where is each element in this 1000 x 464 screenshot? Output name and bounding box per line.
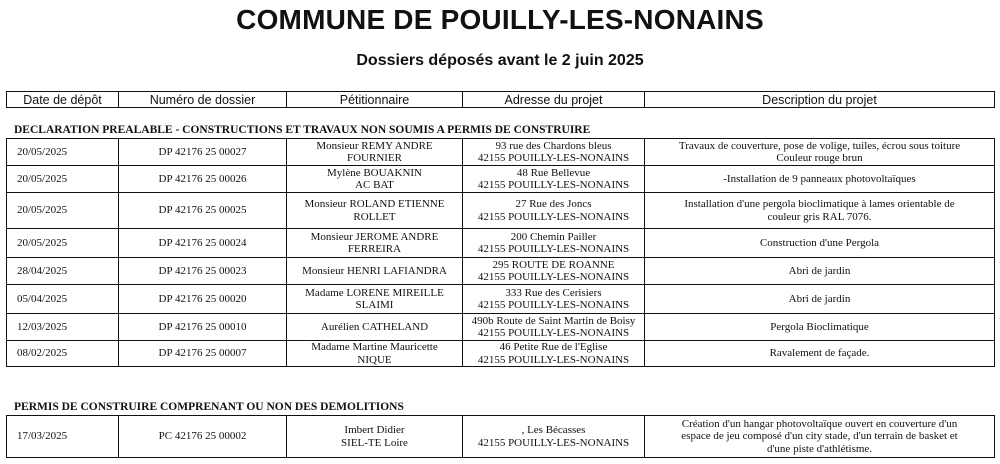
cell-adresse-line: 93 rue des Chardons bleus xyxy=(495,139,612,152)
cell-adresse-line: , Les Bécasses xyxy=(521,424,586,436)
cell-numero: PC 42176 25 00002 xyxy=(119,416,287,458)
page-title: COMMUNE DE POUILLY-LES-NONAINS xyxy=(236,4,764,35)
header-description: Description du projet xyxy=(645,92,995,108)
cell-numero: DP 42176 25 00023 xyxy=(119,258,287,285)
cell-date: 28/04/2025 xyxy=(7,258,119,285)
column-header-table xyxy=(6,91,995,108)
cell-description-line: Abri de jardin xyxy=(788,264,851,277)
cell-adresse-line: 42155 POUILLY-LES-NONAINS xyxy=(477,327,630,339)
cell-description-line: Ravalement de façade. xyxy=(769,347,870,360)
cell-description xyxy=(645,258,995,285)
cell-petitionnaire-line: Imbert Didier xyxy=(344,424,405,436)
cell-adresse-line: 42155 POUILLY-LES-NONAINS xyxy=(477,152,630,164)
cell-description-line: d'une piste d'athlétisme. xyxy=(766,442,873,455)
cell-petitionnaire-line: Monsieur ROLAND ETIENNE xyxy=(304,198,445,210)
header-date: Date de dépôt xyxy=(7,92,119,108)
pc-table xyxy=(6,415,995,458)
table-row xyxy=(7,166,995,193)
cell-description-line: Travaux de couverture, pose de volige, tuiles, écrou sous toiture xyxy=(678,139,961,152)
cell-numero: DP 42176 25 00025 xyxy=(119,193,287,229)
cell-description-line: Pergola Bioclimatique xyxy=(770,320,869,333)
cell-adresse xyxy=(463,258,645,285)
cell-adresse-line: 46 Petite Rue de l'Eglise xyxy=(499,341,608,353)
cell-date: 20/05/2025 xyxy=(7,166,119,193)
table-row xyxy=(7,314,995,341)
cell-petitionnaire-line: AC BAT xyxy=(355,179,394,191)
cell-numero: DP 42176 25 00020 xyxy=(119,285,287,314)
cell-adresse-line: 42155 POUILLY-LES-NONAINS xyxy=(477,210,630,223)
cell-adresse-line: 200 Chemin Pailler xyxy=(510,230,597,243)
cell-description xyxy=(645,416,995,458)
page-subtitle: Dossiers déposés avant le 2 juin 2025 xyxy=(356,52,644,69)
cell-numero: DP 42176 25 00027 xyxy=(119,139,287,166)
cell-date: 05/04/2025 xyxy=(7,285,119,314)
cell-adresse-line: 42155 POUILLY-LES-NONAINS xyxy=(477,299,630,311)
cell-adresse xyxy=(463,193,645,229)
cell-description-line: Couleur rouge brun xyxy=(776,152,863,164)
cell-adresse xyxy=(463,416,645,458)
table-row xyxy=(7,285,995,314)
cell-petitionnaire-line: FERREIRA xyxy=(347,243,402,255)
cell-adresse-line: 27 Rue des Joncs xyxy=(515,198,592,210)
cell-adresse-line: 42155 POUILLY-LES-NONAINS xyxy=(477,271,630,283)
cell-description xyxy=(645,166,995,193)
table-row xyxy=(7,341,995,367)
cell-numero: DP 42176 25 00010 xyxy=(119,314,287,341)
cell-description-line: -Installation de 9 panneaux photovoltaïques xyxy=(723,172,916,185)
cell-petitionnaire-line: Mylène BOUAKNIN xyxy=(326,166,422,179)
cell-petitionnaire-line: FOURNIER xyxy=(346,152,402,164)
cell-petitionnaire-line: NIQUE xyxy=(357,353,392,366)
table-row xyxy=(7,416,995,458)
cell-adresse xyxy=(463,139,645,166)
cell-numero: DP 42176 25 00026 xyxy=(119,166,287,193)
header-petitionnaire: Pétitionnaire xyxy=(287,92,463,108)
cell-petitionnaire xyxy=(287,193,463,229)
cell-petitionnaire xyxy=(287,139,463,166)
cell-description-line: Abri de jardin xyxy=(788,292,851,305)
table-row xyxy=(7,258,995,285)
cell-adresse-line: 295 ROUTE DE ROANNE xyxy=(492,258,615,271)
cell-date: 12/03/2025 xyxy=(7,314,119,341)
section-heading-pc: PERMIS DE CONSTRUIRE COMPRENANT OU NON DES DEMOLITIONS xyxy=(14,401,404,413)
cell-petitionnaire-line: SIEL-TE Loire xyxy=(341,436,408,449)
table-row xyxy=(7,229,995,258)
cell-adresse xyxy=(463,166,645,193)
cell-adresse-line: 42155 POUILLY-LES-NONAINS xyxy=(477,353,630,366)
cell-numero: DP 42176 25 00007 xyxy=(119,341,287,367)
cell-description xyxy=(645,229,995,258)
cell-petitionnaire xyxy=(287,285,463,314)
cell-date: 08/02/2025 xyxy=(7,341,119,367)
cell-adresse-line: 42155 POUILLY-LES-NONAINS xyxy=(477,179,630,191)
cell-adresse-line: 42155 POUILLY-LES-NONAINS xyxy=(477,436,630,449)
cell-petitionnaire xyxy=(287,166,463,193)
cell-petitionnaire-line: Madame Martine Mauricette xyxy=(311,341,438,353)
cell-date: 17/03/2025 xyxy=(7,416,119,458)
cell-adresse-line: 333 Rue des Cerisiers xyxy=(505,286,602,299)
cell-petitionnaire-line: Madame LORENE MIREILLE xyxy=(305,286,444,299)
cell-date: 20/05/2025 xyxy=(7,229,119,258)
cell-adresse xyxy=(463,341,645,367)
cell-petitionnaire-line: Monsieur REMY ANDRE xyxy=(316,139,433,152)
cell-description-line: couleur gris RAL 7076. xyxy=(767,210,872,223)
cell-petitionnaire xyxy=(287,416,463,458)
cell-petitionnaire-line: Monsieur JEROME ANDRE xyxy=(310,230,439,243)
cell-description-line: Création d'un hangar photovoltaïque ouvert en couverture d'un xyxy=(681,417,958,430)
cell-date: 20/05/2025 xyxy=(7,193,119,229)
cell-adresse xyxy=(463,229,645,258)
cell-date: 20/05/2025 xyxy=(7,139,119,166)
section-heading-dp: DECLARATION PREALABLE - CONSTRUCTIONS ET TRAVAUX NON SOUMIS A PERMIS DE CONSTRUIRE xyxy=(14,124,591,136)
header-adresse: Adresse du projet xyxy=(463,92,645,108)
table-row xyxy=(7,193,995,229)
dp-table xyxy=(6,138,995,367)
table-row xyxy=(7,139,995,166)
cell-adresse xyxy=(463,314,645,341)
cell-petitionnaire-line: Monsieur HENRI LAFIANDRA xyxy=(302,264,447,277)
header-numero: Numéro de dossier xyxy=(119,92,287,108)
cell-adresse-line: 48 Rue Bellevue xyxy=(516,166,591,179)
cell-petitionnaire-line: Aurélien CATHELAND xyxy=(320,320,429,333)
cell-petitionnaire-line: SLAIMI xyxy=(355,299,394,311)
cell-numero: DP 42176 25 00024 xyxy=(119,229,287,258)
cell-description xyxy=(645,139,995,166)
cell-petitionnaire xyxy=(287,258,463,285)
cell-adresse-line: 490b Route de Saint Martin de Boisy xyxy=(471,314,636,327)
cell-description xyxy=(645,314,995,341)
cell-petitionnaire-line: ROLLET xyxy=(353,210,396,223)
cell-petitionnaire xyxy=(287,229,463,258)
cell-description-line: Installation d'une pergola bioclimatique à lames orientable de xyxy=(684,198,955,210)
cell-description xyxy=(645,285,995,314)
cell-petitionnaire xyxy=(287,314,463,341)
cell-adresse xyxy=(463,285,645,314)
cell-description xyxy=(645,341,995,367)
cell-description-line: espace de jeu composé d'un city stade, d'un terrain de basket et xyxy=(681,430,958,443)
cell-petitionnaire xyxy=(287,341,463,367)
cell-adresse-line: 42155 POUILLY-LES-NONAINS xyxy=(477,243,630,255)
cell-description-line: Construction d'une Pergola xyxy=(759,236,880,249)
cell-description xyxy=(645,193,995,229)
